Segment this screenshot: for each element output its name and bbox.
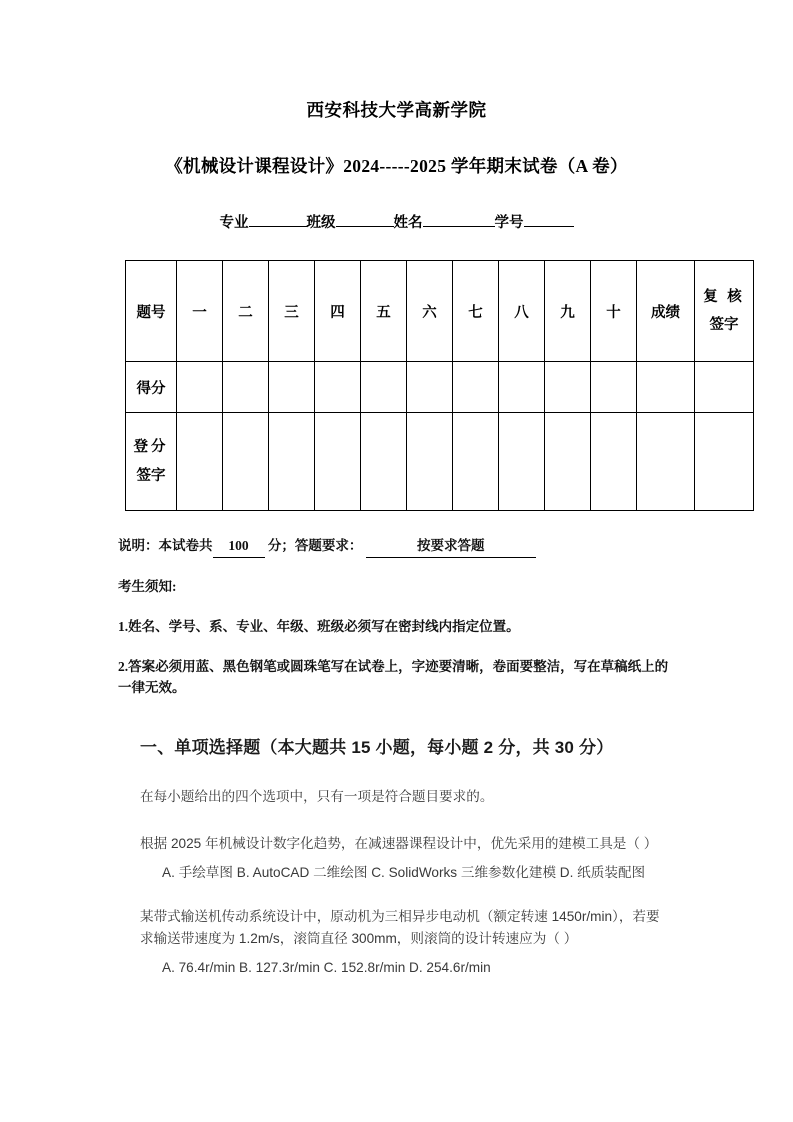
column-header-6: 六: [407, 261, 453, 362]
table-row-signature: [126, 413, 754, 511]
column-header-7: 七: [453, 261, 499, 362]
question-2-options[interactable]: A. 76.4r/min B. 127.3r/min C. 152.8r/min D. 254.6r/min: [162, 959, 491, 975]
column-header-1: 一: [177, 261, 223, 362]
question-2-stem: 某带式输送机传动系统设计中，原动机为三相异步电动机（额定转速 1450r/min），若要求输送带速度为 1.2m/s，滚筒直径 300mm，则滚筒的设计转速应为（ ）: [140, 908, 660, 946]
sign-cell-8[interactable]: [499, 413, 545, 511]
section-lead: 在每小题给出的四个选项中，只有一项是符合题目要求的。: [140, 788, 494, 804]
score-table-wrap: [125, 260, 745, 511]
score-cell-4[interactable]: [315, 362, 361, 413]
score-cell-8[interactable]: [499, 362, 545, 413]
recheck-sign-label: [695, 261, 754, 362]
score-cell-6[interactable]: [407, 362, 453, 413]
record-sign-line2: 签字: [136, 467, 166, 484]
column-header-8: 八: [499, 261, 545, 362]
sign-cell-2[interactable]: [223, 413, 269, 511]
sign-cell-1[interactable]: [177, 413, 223, 511]
score-table: [125, 260, 754, 511]
table-row-score: [126, 362, 754, 413]
total-score-label: 成绩: [637, 261, 695, 362]
name-label: 姓名: [393, 215, 423, 231]
score-cell-1[interactable]: [177, 362, 223, 413]
recheck-label-line2: 签字: [709, 317, 739, 333]
major-label: 专业: [219, 215, 249, 231]
column-header-9: 九: [545, 261, 591, 362]
sign-cell-4[interactable]: [315, 413, 361, 511]
class-input[interactable]: [336, 212, 394, 228]
student-info-line: [0, 211, 793, 232]
name-input[interactable]: [423, 212, 495, 228]
sign-cell-recheck[interactable]: [695, 413, 754, 511]
question-2: [140, 906, 673, 979]
sign-cell-10[interactable]: [591, 413, 637, 511]
answer-requirement-value[interactable]: 按要求答题: [366, 536, 536, 558]
column-header-3: 三: [269, 261, 315, 362]
questions-block: [140, 786, 673, 979]
sign-cell-9[interactable]: [545, 413, 591, 511]
note-item-2: 2.答案必须用蓝、黑色钢笔或圆珠笔写在试卷上，字迹要清晰，卷面要整洁，写在草稿纸上的一律无效。: [118, 658, 669, 695]
score-cell-9[interactable]: [545, 362, 591, 413]
notes-heading: 考生须知:: [118, 578, 177, 594]
column-header-5: 五: [361, 261, 407, 362]
major-input[interactable]: [249, 212, 307, 228]
question-1-options[interactable]: A. 手绘草图 B. AutoCAD 二维绘图 C. SolidWorks 三维参数化建模 D. 纸质装配图: [162, 864, 646, 880]
notes-block: [118, 536, 678, 699]
student-id-input[interactable]: [524, 212, 574, 228]
question-no-label: 题号: [126, 261, 177, 362]
sign-cell-total[interactable]: [637, 413, 695, 511]
section-heading-1: 一、单项选择题（本大题共 15 小题，每小题 2 分，共 30 分）: [140, 737, 614, 757]
university-name: 西安科技大学高新学院: [306, 100, 487, 120]
score-cell-total[interactable]: [637, 362, 695, 413]
question-1-stem: 根据 2025 年机械设计数字化趋势，在减速器课程设计中，优先采用的建模工具是（ ）: [140, 835, 658, 851]
total-points-value[interactable]: 100: [213, 536, 265, 558]
class-label: 班级: [306, 215, 336, 231]
instruction-prefix: 说明：本试卷共: [118, 538, 213, 553]
score-cell-recheck[interactable]: [695, 362, 754, 413]
column-header-10: 十: [591, 261, 637, 362]
column-header-4: 四: [315, 261, 361, 362]
sign-cell-3[interactable]: [269, 413, 315, 511]
sign-cell-5[interactable]: [361, 413, 407, 511]
column-header-2: 二: [223, 261, 269, 362]
note-item-1: 1.姓名、学号、系、专业、年级、班级必须写在密封线内指定位置。: [118, 618, 520, 634]
record-sign-line1: 登分: [133, 439, 169, 456]
table-row-header: [126, 261, 754, 362]
question-1: [140, 833, 673, 884]
instruction-row: [118, 536, 678, 558]
sign-cell-7[interactable]: [453, 413, 499, 511]
title-block: [0, 100, 793, 178]
instruction-mid: 分；答题要求：: [267, 538, 363, 553]
sign-cell-6[interactable]: [407, 413, 453, 511]
recheck-label-line1: 复 核: [703, 288, 745, 305]
student-id-label: 学号: [494, 215, 524, 231]
score-cell-2[interactable]: [223, 362, 269, 413]
score-cell-10[interactable]: [591, 362, 637, 413]
score-cell-3[interactable]: [269, 362, 315, 413]
score-cell-5[interactable]: [361, 362, 407, 413]
exam-title: 《机械设计课程设计》2024-----2025 学年期末试卷（A 卷）: [165, 156, 628, 176]
record-sign-label: [126, 413, 177, 511]
score-cell-7[interactable]: [453, 362, 499, 413]
score-row-label: 得分: [126, 362, 177, 413]
